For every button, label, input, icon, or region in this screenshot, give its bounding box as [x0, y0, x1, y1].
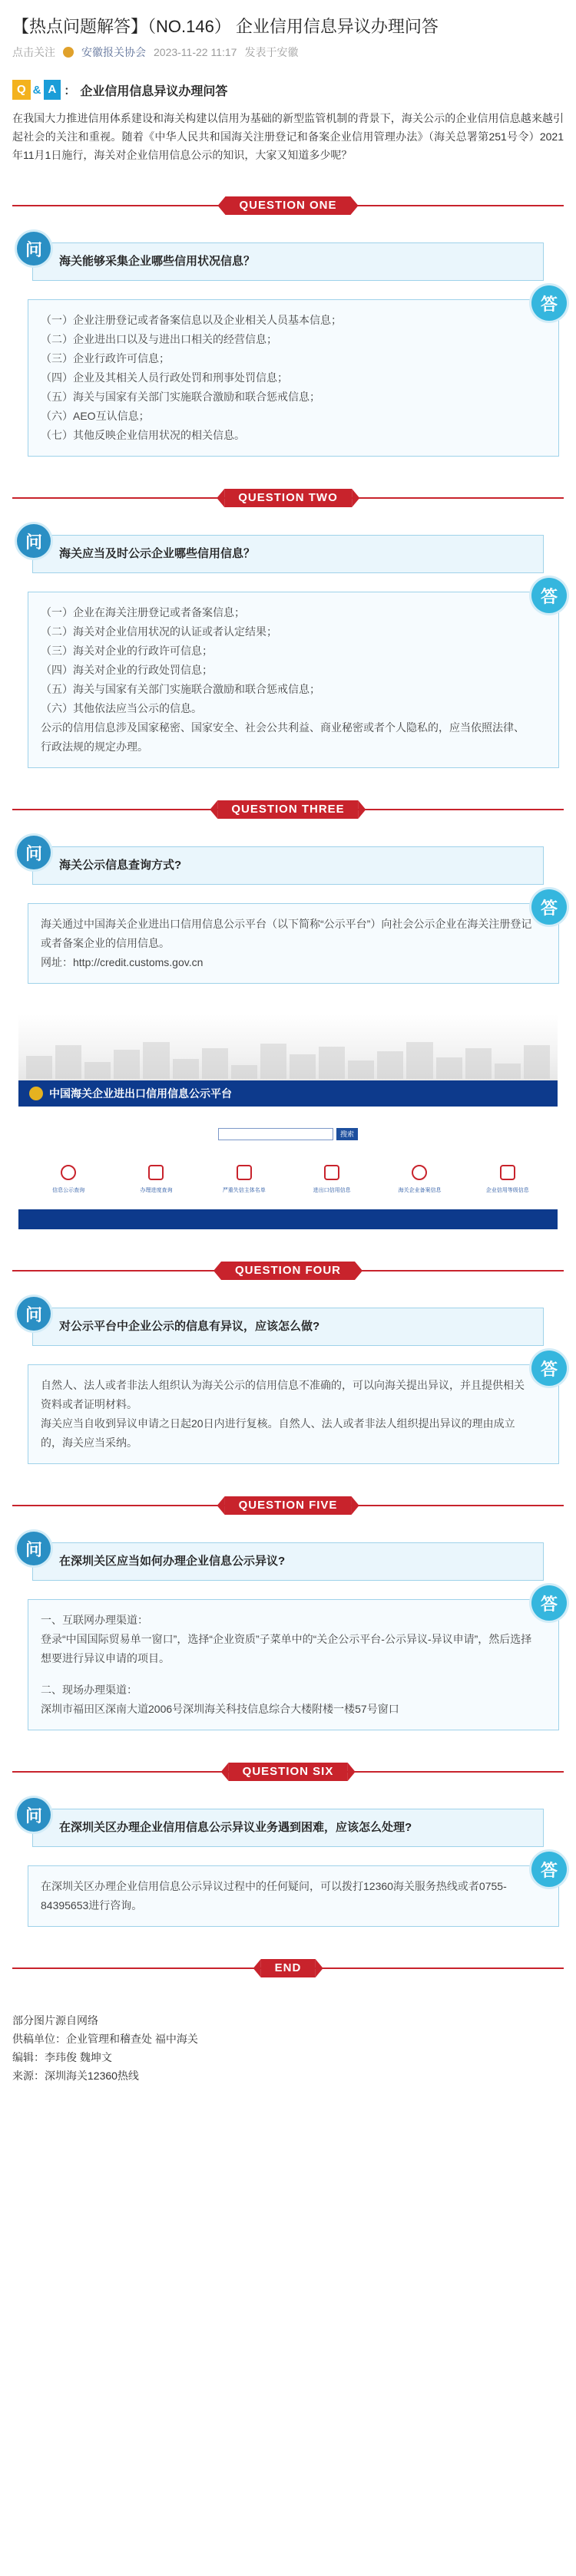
answer-circle-icon: 答	[531, 1351, 567, 1386]
answer-circle-icon: 答	[531, 1852, 567, 1887]
intro-paragraph: 在我国大力推进信用体系建设和海关构建以信用为基础的新型监管机制的背景下，海关公示的企业信用信息越来越引起社会的关注和重视。随着《中华人民共和国海关注册登记和备案企业信用管理办法》（海关总署第251号令）2021年11月1日施行，海关对企业信用信息公示的知识，大家又知道多少呢？	[12, 112, 564, 161]
question-divider: QUESTION ONE	[12, 195, 564, 216]
question-circle-icon: 问	[17, 232, 51, 266]
question-divider: QUESTION FOUR	[12, 1260, 564, 1281]
question-divider: QUESTION TWO	[12, 487, 564, 509]
credit-platform-screenshot	[18, 1014, 558, 1229]
answer-text: 一、互联网办理渠道： 登录“中国国际贸易单一窗口”，选择“企业资质”子菜单中的“关企公示平台-公示异议-异议申请”，然后选择想要进行异议申请的项目。 二、现场办理渠道： 深圳市福田区深南大道2006号深圳海关科技信息综合大楼附楼一楼57号窗口	[28, 1599, 559, 1730]
publish-location: 发表于安徽	[244, 46, 299, 58]
platform-search-input	[218, 1128, 333, 1140]
question-circle-icon: 问	[17, 1798, 51, 1832]
answer-circle-icon: 答	[531, 1585, 567, 1621]
answer-text: （一）企业在海关注册登记或者备案信息； （二）海关对企业信用状况的认证或者认定结果； （三）海关对企业的行政许可信息； （四）海关对企业的行政处罚信息； （五）海关与国家有关部门实施联合激励和联合惩戒信息； （六）其他依法应当公示的信息。 公示的信用信息涉及国家秘密、国家安全、社会公共利益、商业秘密或者个人隐私的，应当依照法律、行政法规的规定办理。	[28, 592, 559, 768]
question-block	[17, 843, 544, 885]
question-block	[17, 1304, 544, 1346]
question-divider: QUESTION SIX	[12, 1761, 564, 1783]
question-text: 在深圳关区办理企业信用信息公示异议业务遇到困难，应该怎么处理?	[32, 1809, 544, 1847]
question-block	[17, 532, 544, 573]
question-divider: QUESTION FIVE	[12, 1495, 564, 1516]
platform-search-button: 搜索	[336, 1128, 358, 1140]
platform-tiles: 信息公示查询 办理进度查询 严重失信主体名单 进出口信用信息 海关企业备案信息 企业信用等级信息	[18, 1154, 558, 1199]
answer-block	[28, 1359, 559, 1464]
certificate-icon	[500, 1165, 515, 1180]
question-text: 海关能够采集企业哪些信用状况信息？	[32, 242, 544, 281]
answer-text: 自然人、法人或者非法人组织认为海关公示的信用信息不准确的，可以向海关提出异议，并且提供相关资料或者证明材料。 海关应当自收到异议申请之日起20日内进行复核。自然人、法人或者非法人组织提出异议的理由成立的，海关应当采纳。	[28, 1364, 559, 1464]
platform-search	[18, 1128, 558, 1140]
question-text: 对公示平台中企业公示的信息有异议，应该怎么做?	[32, 1308, 544, 1346]
qa-heading	[0, 80, 576, 100]
answer-circle-icon: 答	[531, 285, 567, 321]
answer-text: 海关通过中国海关企业进出口信用信息公示平台（以下简称“公示平台”）向社会公示企业在海关注册登记或者备案企业的信用信息。 网址：http://credit.customs.gov.cn	[28, 903, 559, 984]
answer-block	[28, 1594, 559, 1730]
question-divider: QUESTION THREE	[12, 799, 564, 820]
question-circle-icon: 问	[17, 1297, 51, 1331]
credit-url-link[interactable]: 网址：http://credit.customs.gov.cn	[41, 956, 204, 968]
platform-name: 中国海关企业进出口信用信息公示平台	[49, 1087, 232, 1100]
answer-block	[28, 586, 559, 768]
question-block	[17, 1539, 544, 1581]
answer-block	[28, 294, 559, 457]
answer-block	[28, 1860, 559, 1927]
article-meta	[0, 45, 576, 80]
answer-text: 在深圳关区办理企业信用信息公示异议过程中的任何疑问，可以拨打12360海关服务热线或者0755-84395653进行咨询。	[28, 1865, 559, 1927]
answer-circle-icon: 答	[531, 889, 567, 925]
question-text: 在深圳关区应当如何办理企业信息公示异议?	[32, 1542, 544, 1581]
platform-footer	[18, 1209, 558, 1229]
qa-badge: Q & A ：	[12, 80, 80, 100]
document-icon	[148, 1165, 164, 1180]
question-text: 海关应当及时公示企业哪些信用信息？	[32, 535, 544, 573]
question-block	[17, 239, 544, 281]
answer-block	[28, 898, 559, 984]
qa-title: 企业信用信息异议办理问答	[80, 84, 228, 98]
answer-circle-icon: 答	[531, 578, 567, 613]
source-credits: 部分图片源自网络 供稿单位：企业管理和稽查处 福中海关 编辑：李玮俊 魏坤文 来源：深圳海关12360热线	[12, 2014, 198, 2082]
question-text: 海关公示信息查询方式?	[32, 846, 544, 885]
account-avatar-icon	[63, 47, 74, 58]
publish-date: 2023-11-22 11:17	[154, 46, 237, 58]
platform-banner	[18, 1014, 558, 1107]
user-icon	[61, 1165, 76, 1180]
end-divider: END	[12, 1958, 564, 1979]
question-circle-icon: 问	[17, 1532, 51, 1565]
list-icon	[237, 1165, 252, 1180]
article-title: 【热点问题解答】（NO.146） 企业信用信息异议办理问答	[12, 17, 439, 36]
customs-emblem-icon	[29, 1087, 43, 1100]
follow-link[interactable]: 点击关注	[12, 46, 55, 58]
shield-icon	[412, 1165, 427, 1180]
author-link[interactable]: 安徽报关协会	[81, 46, 146, 58]
question-circle-icon: 问	[17, 836, 51, 869]
question-block	[17, 1806, 544, 1847]
chart-icon	[324, 1165, 339, 1180]
question-circle-icon: 问	[17, 524, 51, 558]
answer-text: （一）企业注册登记或者备案信息以及企业相关人员基本信息； （二）企业进出口以及与进出口相关的经营信息； （三）企业行政许可信息； （四）企业及其相关人员行政处罚和刑事处罚信息； （五）海关与国家有关部门实施联合激励和联合惩戒信息； （六）AEO互认信息； （七）其他反映企业信用状况的相关信息。	[28, 299, 559, 457]
